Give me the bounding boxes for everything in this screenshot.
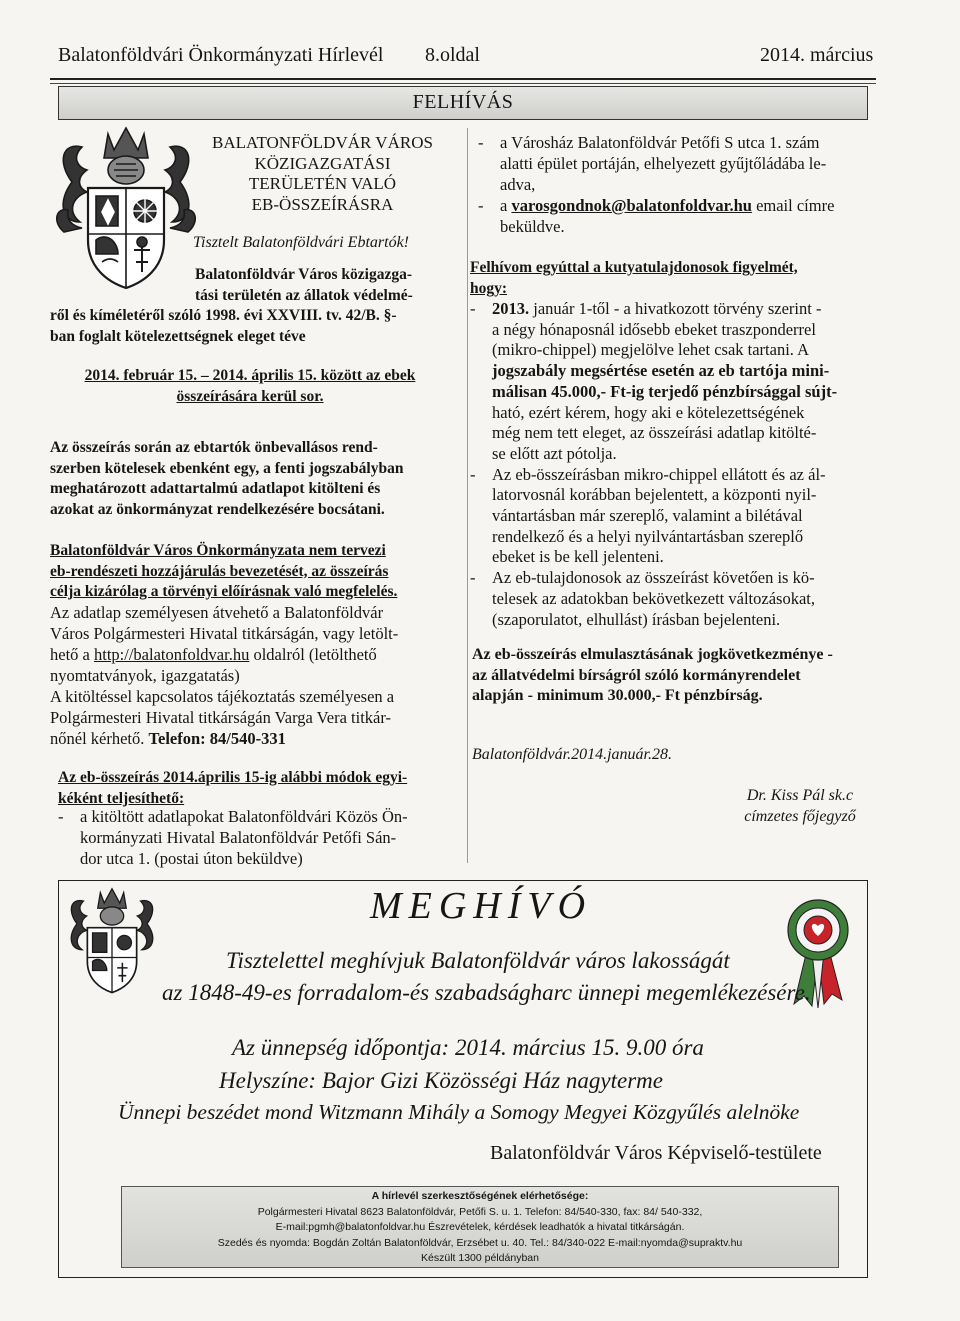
invitation-line: Tisztelettel meghívjuk Balatonföldvár város lakosságát: [226, 948, 730, 973]
item-line: adva,: [500, 175, 536, 194]
list-item-text: [492, 568, 875, 630]
list-item: [478, 132, 878, 195]
para-line: eb-rendészeti hozzájárulás bevezetését, az összeírás: [50, 562, 389, 580]
header-date: 2014. március: [760, 44, 874, 66]
item-line: málisan 45.000,- Ft-ig terjedő pénzbírsággal sújt-: [492, 381, 838, 401]
intro-line: ban foglalt kötelezettségnek eleget téve: [50, 327, 306, 345]
invitation-line: az 1848-49-es forradalom-és szabadságharc ünnepi megemlékezésére.: [162, 980, 811, 1005]
form-availability-paragraph: [50, 602, 455, 749]
footer-title: A hírlevél szerkesztőségének elérhetősége:: [371, 1190, 589, 1202]
item-text: a: [500, 196, 512, 215]
para-line: nyomtatványok, igazgatatás): [50, 666, 240, 685]
header-page-number: 8.oldal: [425, 44, 480, 66]
invitation-line: Ünnepi beszédet mond Witzmann Mihály a Somogy Megyei Közgyűlés alelnöke: [118, 1100, 800, 1124]
crest-title-line: EB-ÖSSZEÍRÁSRA: [251, 194, 394, 214]
self-declaration-paragraph: [50, 438, 450, 520]
item-line: ebeket is be kell jelenteni.: [492, 547, 664, 567]
bullet-dash: -: [478, 133, 484, 152]
return-method-portal-email: [478, 132, 878, 237]
bullet-dash: -: [58, 807, 64, 826]
year-label: 2013.: [492, 299, 530, 318]
list-item: [58, 806, 458, 869]
bullet-dash: -: [470, 568, 476, 588]
signature-block: [720, 786, 880, 827]
heading-line: kéként teljesíthető:: [58, 789, 185, 807]
para-line: Balatonföldvár Város Önkormányzata nem tervezi: [50, 542, 386, 559]
item-line: a kitöltött adatlapokat Balatonföldvári Közös Ön-: [80, 807, 408, 826]
editorial-contact-box: [121, 1186, 839, 1268]
item-line: alatti épület portáján, elhelyezett gyűjtőládába le-: [500, 154, 827, 173]
list-item: [470, 465, 875, 569]
item-line: beküldve.: [500, 217, 565, 236]
item-line: ható, ezért kérem, hogy aki e kötelezettségének: [492, 402, 805, 422]
para-text: oldalról (letölthető: [249, 645, 377, 664]
list-item-text: [492, 465, 875, 569]
crest-title-line: KÖZIGAZGATÁSI: [254, 153, 391, 173]
item-line: dor utca 1. (postai úton beküldve): [80, 849, 303, 868]
item-line: telesek az adatokban bekövetkezett változásokat,: [492, 588, 815, 608]
intro-line: Balatonföldvár Város közigazga-: [195, 266, 413, 283]
crest-title: [200, 133, 445, 215]
penalty-line: az állatvédelmi bírságról szóló kormányrendelet: [472, 666, 801, 684]
item-text: január 1-től - a hivatkozott törvény szerint -: [533, 299, 822, 318]
item-line: a négy hónaposnál idősebb ebeket traszponderrel: [492, 319, 816, 339]
list-item-text: [500, 132, 878, 195]
item-line: [500, 195, 878, 216]
signer-name: Dr. Kiss Pál sk.c: [746, 787, 854, 804]
felhivas-banner: [58, 86, 868, 120]
para-line: célja kizárólag a törvényi előírásnak való megfelelés.: [50, 583, 398, 600]
crest-title-line: TERÜLETÉN VALÓ: [248, 174, 397, 193]
column-divider: [467, 128, 468, 863]
list-item: [470, 299, 875, 465]
para-line: azokat az önkormányzat rendelkezésére bocsátani.: [50, 500, 385, 518]
bullet-dash: -: [478, 196, 484, 215]
banner-title: FELHÍVÁS: [412, 91, 514, 113]
para-line: szerben kötelesek ebenként egy, a fenti jogszabályban: [50, 459, 404, 477]
invitation-line: Helyszíne: Bajor Gizi Közösségi Ház nagyterme: [219, 1068, 663, 1093]
item-text: email címre: [751, 196, 835, 215]
website-link[interactable]: http://balatonfoldvar.hu: [93, 645, 250, 664]
para-line: meghatározott adattartalmú adatlapot kitölteni és: [50, 480, 381, 497]
no-fee-paragraph: [50, 541, 455, 603]
item-line: vántartásban már szereplő, valamint a bilétával: [492, 506, 803, 526]
intro-indented: [195, 265, 445, 306]
intro-line: ről és kíméletéről szóló 1998. évi XXVIII. tv. 42/B. §-: [50, 307, 397, 324]
para-line: A kitöltéssel kapcsolatos tájékoztatás személyesen a: [50, 687, 395, 706]
para-line: [50, 728, 455, 749]
item-line: kormányzati Hivatal Balatonföldvár Petőfi Sán-: [80, 828, 397, 847]
greeting: Tisztelt Balatonföldvári Ebtartók!: [193, 234, 409, 251]
item-line: se előtt azt pótolja.: [492, 443, 617, 463]
footer-line: E-mail:pgmh@balatonfoldvar.hu Észrevételek, kérdések leadhatók a hivatal titkárságán.: [275, 1221, 685, 1233]
para-line: Polgármesteri Hivatal titkárságán Varga Vera titkár-: [50, 708, 392, 727]
invitation-line: Az ünnepség időpontja: 2014. március 15. 9.00 óra: [232, 1035, 704, 1060]
phone-number: Telefon: 84/540-331: [148, 729, 286, 748]
item-line: jogszabály megsértése esetén az eb tartója mini-: [492, 361, 830, 381]
intro-full: [50, 306, 450, 347]
penalty-notice: [472, 645, 877, 707]
list-item: [470, 568, 875, 630]
item-line: rendelkező és a helyi nyilvántartásban szereplő: [492, 526, 804, 546]
crest-title-line: BALATONFÖLDVÁR VÁROS: [212, 133, 433, 152]
return-methods-heading: [58, 768, 458, 809]
list-item-text: [500, 195, 878, 237]
intro-line: tási területén az állatok védelmé-: [195, 286, 413, 304]
bullet-dash: -: [470, 464, 476, 484]
header-rule-thin: [50, 83, 876, 84]
dates-line: 2014. február 15. – 2014. április 15. között az ebek: [84, 367, 416, 384]
para-line: Az összeírás során az ebtartók önbevallásos rend-: [50, 439, 378, 456]
footer-line: Szedés és nyomda: Bogdán Zoltán Balatonföldvár, Erzsébet u. 40. Tel.: 84/340-022 E-mail:nyomda@supraktv.hu: [217, 1236, 743, 1249]
penalty-line: alapján - minimum 30.000,- Ft pénzbírság.: [472, 687, 763, 704]
coat-of-arms-small-icon: [64, 884, 160, 996]
para-text: nőnél kérhető.: [50, 729, 149, 748]
item-line: Az eb-összeírásban mikro-chippel ellátott és az ál-: [492, 464, 826, 484]
para-line: [50, 644, 455, 665]
header-rule: [50, 78, 876, 80]
collection-dates: [50, 366, 450, 407]
item-line: [492, 299, 875, 320]
item-line: (szaporulatot, elhullást) írásban bejelenteni.: [492, 609, 781, 629]
heading-line: hogy:: [470, 279, 508, 297]
list-item-text: [80, 806, 458, 869]
return-method-post: [58, 806, 458, 869]
coat-of-arms-icon: [52, 122, 200, 292]
signer-title: címzetes főjegyző: [744, 807, 856, 825]
list-item-text: [492, 299, 875, 465]
attention-heading: [470, 258, 870, 299]
email-link[interactable]: varosgondnok@balatonfoldvar.hu: [511, 196, 752, 215]
dates-line: összeírására kerül sor.: [176, 387, 324, 405]
footer-line: Polgármesteri Hivatal 8623 Balatonföldvár, Petőfi S. u. 1. Telefon: 84/540-330, fax: 84/ 540-332,: [257, 1205, 703, 1218]
item-line: a Városház Balatonföldvár Petőfi S utca 1. szám: [500, 133, 820, 152]
para-line: Város Polgármesteri Hivatal titkárságán, vagy letölt-: [50, 624, 399, 643]
para-line: Az adatlap személyesen átvehető a Balatonföldvár: [50, 603, 384, 622]
heading-line: Az eb-összeírás 2014.április 15-ig alábbi módok egyi-: [58, 769, 408, 786]
invitation-signature: Balatonföldvár Város Képviselő-testülete: [490, 1142, 822, 1164]
penalty-line: Az eb-összeírás elmulasztásának jogkövetkezménye -: [472, 646, 833, 663]
list-item: [478, 195, 878, 237]
para-text: hető a: [50, 645, 94, 664]
item-line: Az eb-tulajdonosok az összeírást követően is kö-: [492, 568, 815, 588]
header-newsletter-name: Balatonföldvári Önkormányzati Hírlevél: [58, 44, 384, 66]
invitation-title: MEGHÍVÓ: [370, 885, 593, 927]
heading-line: Felhívom egyúttal a kutyatulajdonosok figyelmét,: [470, 259, 798, 276]
document-date: Balatonföldvár.2014.január.28.: [472, 746, 673, 763]
item-line: még nem tett eleget, az összeírási adatlap kitölté-: [492, 423, 817, 443]
footer-line: Készült 1300 példányban: [421, 1252, 539, 1264]
item-line: (mikro-chippel) megjelölve lehet csak tartani. A: [492, 340, 810, 360]
chip-requirement-list: [470, 299, 875, 630]
item-line: latorvosnál korábban bejelentett, a központi nyil-: [492, 485, 817, 505]
bullet-dash: -: [470, 299, 476, 318]
